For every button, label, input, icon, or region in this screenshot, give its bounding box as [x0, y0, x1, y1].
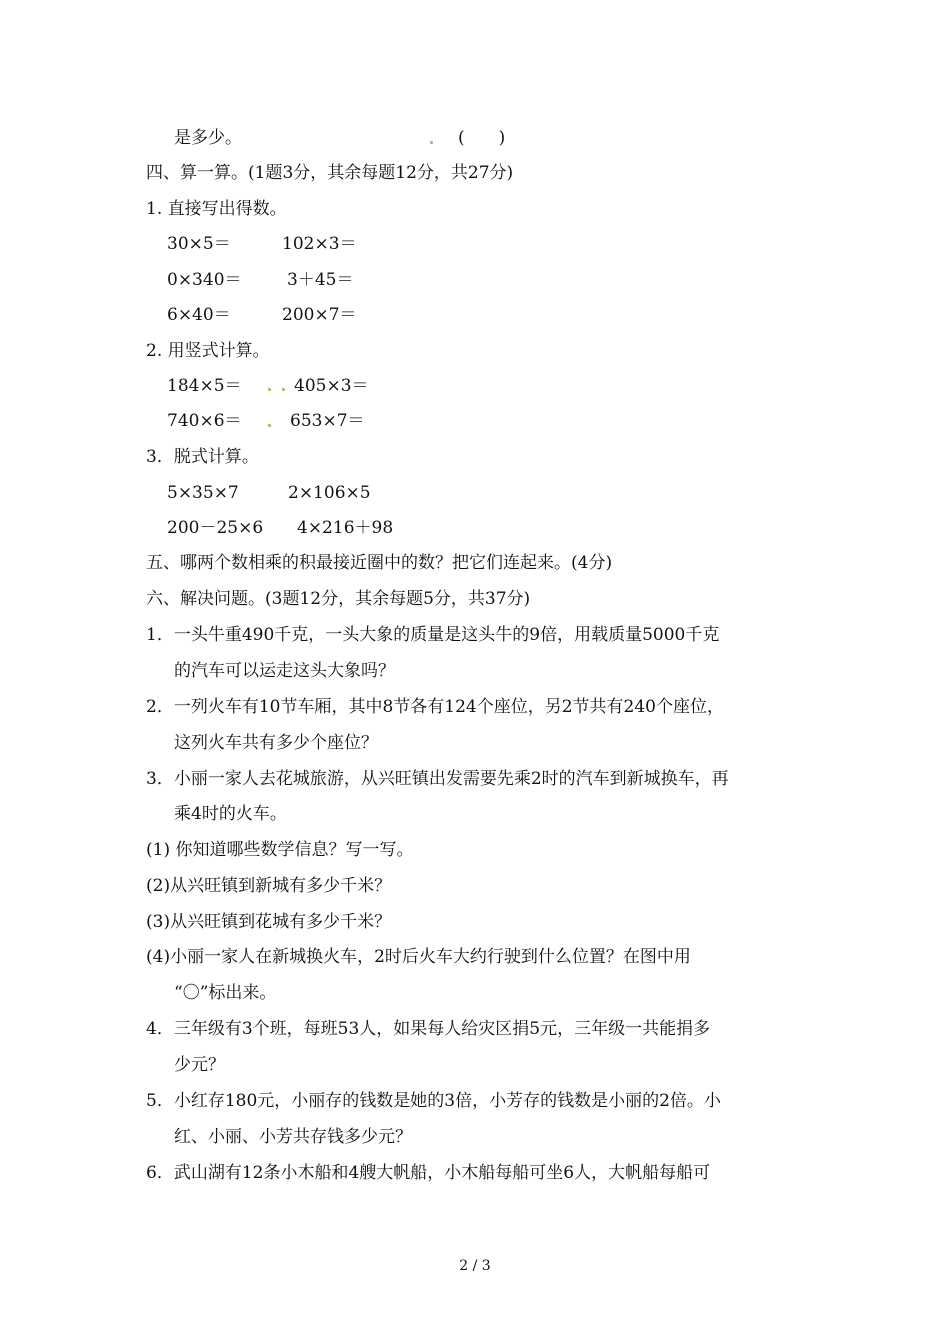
q3-row2-right: 4×216＋98	[297, 518, 394, 538]
problem2-line1: 2．一列火车有10节车厢，其中8节各有124个座位，另2节共有240个座位，	[146, 697, 724, 717]
problem3-sub1: (1) 你知道哪些数学信息？写一写。	[146, 840, 414, 860]
problem4-line1: 4．三年级有3个班，每班53人，如果每人给灾区捐5元，三年级一共能捐多	[146, 1019, 711, 1039]
answer-paren: ( )	[458, 128, 506, 148]
problem6-line1: 6．武山湖有12条小木船和4艘大帆船，小木船每船可坐6人，大帆船每船可	[146, 1163, 711, 1183]
scan-dot	[430, 141, 433, 144]
problem2-line2: 这列火车共有多少个座位？	[174, 733, 378, 753]
problem3-sub2: (2)从兴旺镇到新城有多少千米？	[146, 876, 392, 896]
q3-row1-right: 2×106×5	[288, 483, 371, 503]
problem3-sub4-line1: (4)小丽一家人在新城换火车，2时后火车大约行驶到什么位置？在图中用	[146, 947, 691, 967]
q1-row2-right: 3＋45＝	[287, 270, 354, 290]
q1-title: 1. 直接写出得数。	[146, 199, 287, 219]
q3-title: 3．脱式计算。	[146, 447, 259, 467]
problem5-line1: 5．小红存180元，小丽存的钱数是她的3倍，小芳存的钱数是小丽的2倍。小	[146, 1091, 721, 1111]
section5-heading: 五、哪两个数相乘的积最接近圈中的数？把它们连起来。(4分)	[146, 553, 613, 573]
q2-row2-right: 653×7＝	[290, 411, 365, 431]
problem3-line2: 乘4时的火车。	[174, 804, 287, 824]
section6-heading: 六、解决问题。(3题12分，其余每题5分，共37分)	[146, 589, 531, 609]
problem3-sub3: (3)从兴旺镇到花城有多少千米？	[146, 912, 392, 932]
problem1-line1: 1．一头牛重490千克，一头大象的质量是这头牛的9倍，用载质量5000千克	[146, 625, 720, 645]
scan-dot	[282, 388, 285, 391]
scan-dot	[268, 388, 271, 391]
q2-row1-left: 184×5＝	[167, 376, 242, 396]
q1-row3-left: 6×40＝	[167, 305, 231, 325]
problem3-line1: 3．小丽一家人去花城旅游，从兴旺镇出发需要先乘2时的汽车到新城换车，再	[146, 769, 729, 789]
q1-row3-right: 200×7＝	[282, 305, 357, 325]
q2-row2-left: 740×6＝	[167, 411, 242, 431]
scan-dot	[268, 424, 271, 427]
continued-text: 是多少。	[174, 128, 242, 148]
q1-row2-left: 0×340＝	[167, 270, 242, 290]
problem4-line2: 少元？	[174, 1055, 225, 1075]
problem5-line2: 红、小丽、小芳共存钱多少元？	[174, 1127, 412, 1147]
q1-row1-left: 30×5＝	[167, 234, 231, 254]
q2-title: 2. 用竖式计算。	[146, 341, 270, 361]
q1-row1-right: 102×3＝	[282, 234, 357, 254]
problem1-line2: 的汽车可以运走这头大象吗？	[174, 661, 395, 681]
q3-row1-left: 5×35×7	[167, 483, 239, 503]
page-number: 2 / 3	[459, 1258, 491, 1274]
q2-row1-right: 405×3＝	[294, 376, 369, 396]
q3-row2-left: 200－25×6	[167, 518, 264, 538]
section4-heading: 四、算一算。(1题3分，其余每题12分，共27分)	[146, 163, 514, 183]
problem3-sub4-line2: “〇”标出来。	[174, 983, 277, 1003]
